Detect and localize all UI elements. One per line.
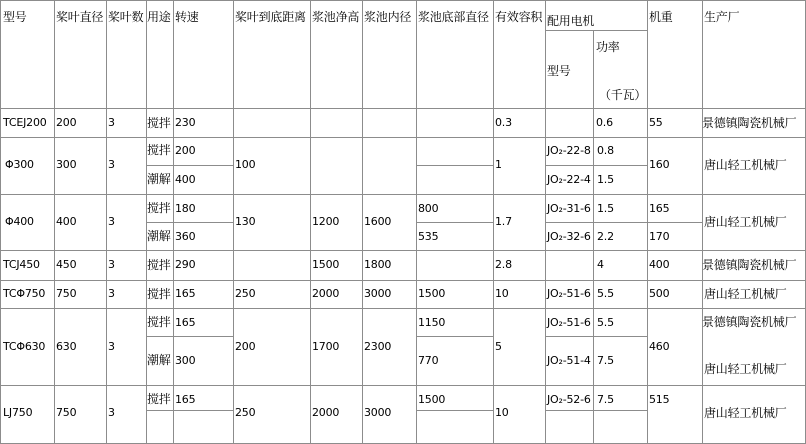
grid-line — [106, 0, 107, 444]
cell-motor-power: 1.5 — [597, 202, 614, 215]
cell-pool-inner-diameter: 1600 — [364, 215, 392, 228]
header-motor-group: 配用电机 — [547, 14, 595, 28]
cell-weight: 500 — [649, 287, 670, 300]
cell-manufacturer: 唐山轻工机械厂 — [704, 362, 787, 376]
header-use: 用途 — [147, 10, 171, 24]
cell-pool-inner-diameter: 3000 — [364, 287, 392, 300]
cell-effective-volume: 1 — [495, 158, 502, 171]
cell-manufacturer: 唐山轻工机械厂 — [704, 215, 787, 229]
header-speed: 转速 — [175, 10, 199, 24]
cell-blade-count: 3 — [108, 158, 115, 171]
cell-blade-count: 3 — [108, 406, 115, 419]
cell-weight: 170 — [649, 230, 670, 243]
grid-line — [545, 165, 647, 166]
grid-line — [0, 385, 806, 386]
cell-pool-clear-height: 1500 — [312, 258, 340, 271]
cell-model: LJ750 — [3, 406, 33, 419]
cell-model: TCΦ750 — [3, 287, 46, 300]
grid-line — [146, 410, 233, 411]
cell-pool-clear-height: 1200 — [312, 215, 340, 228]
header-blade-to-bottom: 桨叶到底距离 — [235, 10, 306, 24]
cell-blade-to-bottom: 100 — [235, 158, 256, 171]
grid-line — [0, 137, 806, 138]
grid-line — [362, 0, 363, 444]
cell-manufacturer: 唐山轻工机械厂 — [704, 158, 787, 172]
header-motor-power: 功率 — [596, 40, 620, 54]
cell-motor-model: JO₂-22-4 — [547, 173, 591, 186]
cell-blade-count: 3 — [108, 258, 115, 271]
cell-speed: 230 — [175, 116, 196, 129]
cell-effective-volume: 0.3 — [495, 116, 512, 129]
cell-motor-power: 4 — [597, 258, 604, 271]
grid-line — [0, 0, 806, 1]
grid-line — [0, 280, 806, 281]
header-pool-inner-diameter: 浆池内径 — [364, 10, 412, 24]
cell-model: Φ300 — [5, 158, 34, 171]
cell-pool-bottom-diameter: 535 — [418, 230, 439, 243]
cell-speed: 290 — [175, 258, 196, 271]
cell-speed: 200 — [175, 144, 196, 157]
cell-blade-diameter: 200 — [56, 116, 77, 129]
cell-pool-clear-height: 1700 — [312, 340, 340, 353]
cell-manufacturer: 唐山轻工机械厂 — [704, 287, 787, 301]
cell-blade-to-bottom: 250 — [235, 287, 256, 300]
cell-motor-power: 5.5 — [597, 316, 614, 329]
header-manufacturer: 生产厂 — [704, 10, 740, 24]
cell-pool-bottom-diameter: 770 — [418, 354, 439, 367]
cell-model: TCEJ200 — [3, 116, 47, 129]
cell-blade-count: 3 — [108, 215, 115, 228]
grid-line — [702, 0, 703, 444]
cell-speed: 165 — [175, 393, 196, 406]
cell-manufacturer: 唐山轻工机械厂 — [704, 406, 787, 420]
grid-line — [545, 410, 647, 411]
grid-line — [0, 108, 806, 109]
cell-motor-power: 5.5 — [597, 287, 614, 300]
cell-use: 搅拌 — [147, 392, 171, 406]
grid-line — [146, 222, 233, 223]
grid-line — [593, 30, 594, 444]
cell-weight: 460 — [649, 340, 670, 353]
header-blade-count: 桨叶数 — [108, 10, 144, 24]
cell-model: Φ400 — [5, 215, 34, 228]
cell-use: 搅拌 — [147, 258, 171, 272]
header-motor-power-unit: （千瓦） — [599, 88, 647, 102]
cell-blade-diameter: 300 — [56, 158, 77, 171]
cell-effective-volume: 10 — [495, 406, 509, 419]
cell-pool-bottom-diameter: 1150 — [418, 316, 446, 329]
cell-pool-bottom-diameter: 1500 — [418, 287, 446, 300]
cell-weight: 165 — [649, 202, 670, 215]
grid-line — [0, 0, 1, 444]
grid-line — [493, 0, 494, 444]
cell-motor-model: JO₂-32-6 — [547, 230, 591, 243]
grid-line — [146, 336, 233, 337]
cell-use: 搅拌 — [147, 287, 171, 301]
header-pool-bottom-diameter: 浆池底部直径 — [418, 10, 489, 24]
cell-pool-clear-height: 2000 — [312, 406, 340, 419]
cell-blade-diameter: 750 — [56, 287, 77, 300]
grid-line — [545, 336, 647, 337]
header-pool-clear-height: 浆池净高 — [312, 10, 360, 24]
grid-line — [233, 0, 234, 444]
cell-manufacturer: 景德镇陶瓷机械厂 — [702, 315, 797, 329]
cell-pool-inner-diameter: 3000 — [364, 406, 392, 419]
cell-speed: 300 — [175, 354, 196, 367]
header-motor-model: 型号 — [547, 64, 571, 78]
cell-use: 搅拌 — [147, 143, 171, 157]
grid-line — [545, 222, 702, 223]
cell-use: 搅拌 — [147, 315, 171, 329]
cell-pool-clear-height: 2000 — [312, 287, 340, 300]
cell-speed: 165 — [175, 316, 196, 329]
cell-motor-power: 0.8 — [597, 144, 614, 157]
grid-line — [146, 165, 233, 166]
cell-use: 搅拌 — [147, 116, 171, 130]
cell-weight: 55 — [649, 116, 663, 129]
grid-line — [54, 0, 55, 444]
grid-line — [0, 308, 806, 309]
cell-weight: 515 — [649, 393, 670, 406]
cell-use: 潮解 — [147, 229, 171, 243]
grid-line — [0, 194, 806, 195]
cell-effective-volume: 2.8 — [495, 258, 512, 271]
cell-blade-to-bottom: 200 — [235, 340, 256, 353]
grid-line — [545, 0, 546, 444]
cell-motor-power: 7.5 — [597, 393, 614, 406]
cell-pool-inner-diameter: 1800 — [364, 258, 392, 271]
grid-line — [416, 410, 493, 411]
cell-motor-power: 0.6 — [596, 116, 613, 129]
cell-blade-diameter: 750 — [56, 406, 77, 419]
cell-blade-count: 3 — [108, 340, 115, 353]
cell-blade-to-bottom: 250 — [235, 406, 256, 419]
cell-use: 潮解 — [147, 353, 171, 367]
cell-motor-power: 1.5 — [597, 173, 614, 186]
cell-weight: 160 — [649, 158, 670, 171]
cell-pool-bottom-diameter: 800 — [418, 202, 439, 215]
cell-blade-diameter: 400 — [56, 215, 77, 228]
grid-line — [416, 165, 493, 166]
header-model: 型号 — [3, 10, 27, 24]
cell-motor-model: JO₂-31-6 — [547, 202, 591, 215]
cell-model: TCΦ630 — [3, 340, 46, 353]
header-weight: 机重 — [649, 10, 673, 24]
grid-line — [647, 0, 648, 444]
cell-use: 潮解 — [147, 172, 171, 186]
cell-blade-to-bottom: 130 — [235, 215, 256, 228]
header-effective-volume: 有效容积 — [495, 10, 543, 24]
grid-line — [416, 336, 493, 337]
cell-blade-count: 3 — [108, 287, 115, 300]
cell-motor-model: JO₂-51-6 — [547, 287, 591, 300]
header-blade-diameter: 桨叶直径 — [56, 10, 104, 24]
cell-weight: 400 — [649, 258, 670, 271]
grid-line — [146, 0, 147, 444]
cell-speed: 180 — [175, 202, 196, 215]
cell-manufacturer: 景德镇陶瓷机械厂 — [702, 116, 797, 130]
cell-model: TCJ450 — [3, 258, 40, 271]
grid-line — [0, 250, 806, 251]
cell-blade-diameter: 450 — [56, 258, 77, 271]
cell-motor-model: JO₂-51-6 — [547, 316, 591, 329]
grid-line — [545, 30, 647, 31]
cell-effective-volume: 1.7 — [495, 215, 512, 228]
grid-line — [416, 0, 417, 444]
cell-speed: 360 — [175, 230, 196, 243]
cell-pool-inner-diameter: 2300 — [364, 340, 392, 353]
grid-line — [310, 0, 311, 444]
cell-speed: 165 — [175, 287, 196, 300]
cell-motor-model: JO₂-51-4 — [547, 354, 591, 367]
cell-blade-count: 3 — [108, 116, 115, 129]
cell-motor-model: JO₂-52-6 — [547, 393, 591, 406]
cell-motor-model: JO₂-22-8 — [547, 144, 591, 157]
cell-manufacturer: 景德镇陶瓷机械厂 — [702, 258, 797, 272]
cell-effective-volume: 10 — [495, 287, 509, 300]
cell-effective-volume: 5 — [495, 340, 502, 353]
cell-motor-power: 2.2 — [597, 230, 614, 243]
cell-use: 搅拌 — [147, 201, 171, 215]
cell-blade-diameter: 630 — [56, 340, 77, 353]
cell-speed: 400 — [175, 173, 196, 186]
cell-pool-bottom-diameter: 1500 — [418, 393, 446, 406]
cell-motor-power: 7.5 — [597, 354, 614, 367]
grid-line — [173, 0, 174, 444]
grid-line — [416, 222, 493, 223]
